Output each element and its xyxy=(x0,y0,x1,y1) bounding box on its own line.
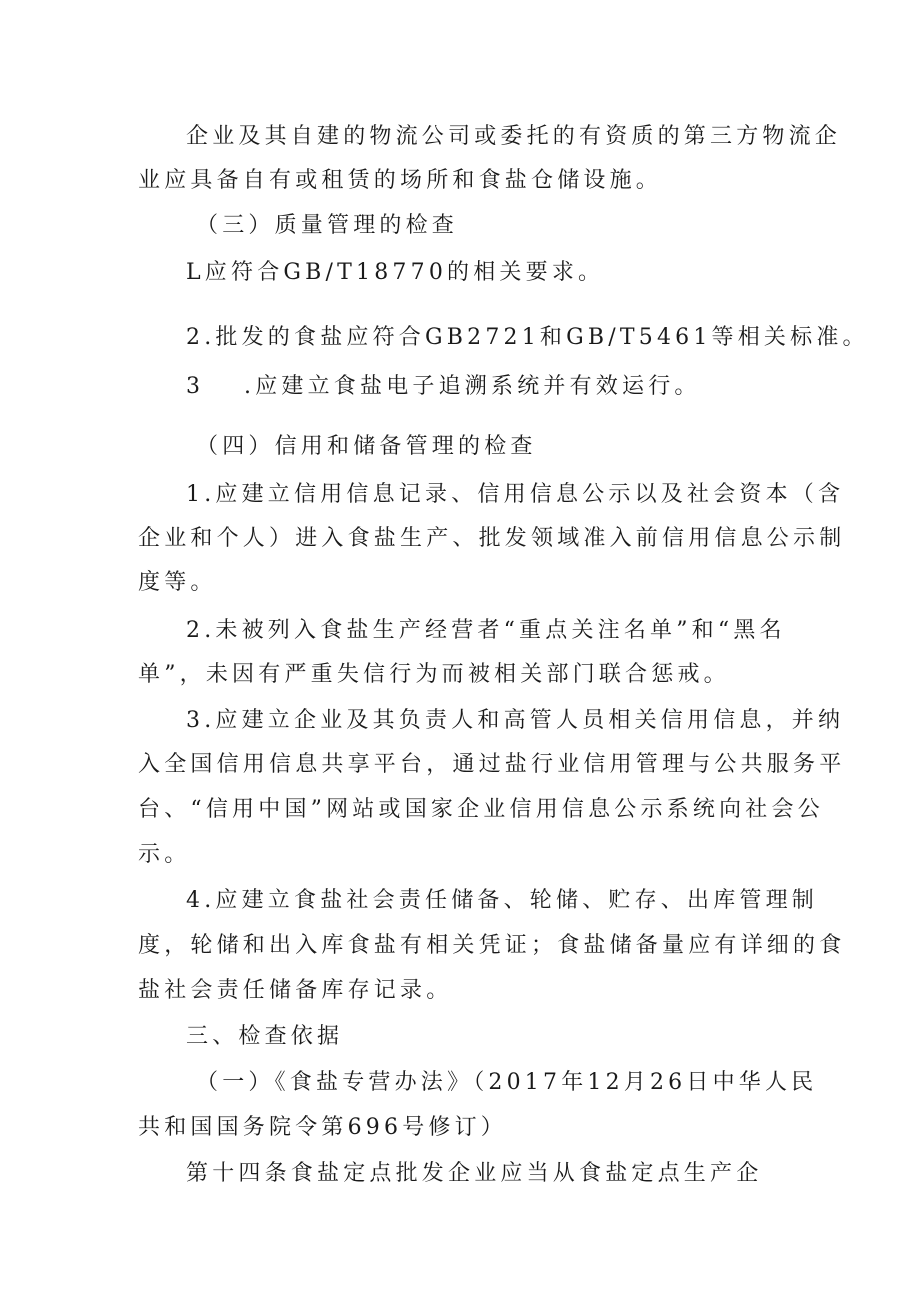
text-line-credit-2a: 2.未被列入食盐生产经营者“重点关注名单”和“黑名 xyxy=(186,618,786,643)
text-line-2: 业应具备自有或租赁的场所和食盐仓储设施。 xyxy=(138,168,663,193)
section-heading-4: （四）信用和储备管理的检查 xyxy=(196,434,537,459)
text-line-credit-1c: 度等。 xyxy=(138,570,217,595)
text-line-item-3-text: .应建立食盐电子追溯系统并有效运行。 xyxy=(244,374,701,399)
text-line-credit-1b: 企业和个人）进入食盐生产、批发领域准入前信用信息公示制 xyxy=(138,526,846,551)
text-line-credit-3d: 示。 xyxy=(138,842,191,867)
section-heading-basis: 三、检查依据 xyxy=(186,1024,344,1049)
text-line-credit-3b: 入全国信用信息共享平台，通过盐行业信用管理与公共服务平 xyxy=(138,752,846,777)
text-line-1: 企业及其自建的物流公司或委托的有资质的第三方物流企 xyxy=(186,124,842,149)
text-line-item-l: L应符合GB/T18770的相关要求。 xyxy=(186,260,605,285)
text-line-item-2: 2.批发的食盐应符合GB2721和GB/T5461等相关标准。 xyxy=(186,325,869,350)
text-line-reserve-4a: 4.应建立食盐社会责任储备、轮储、贮存、出库管理制 xyxy=(186,888,818,913)
text-line-credit-1a: 1.应建立信用信息记录、信用信息公示以及社会资本（含 xyxy=(186,482,845,507)
text-line-basis-1a: （一）《食盐专营办法》（2017年12月26日中华人民 xyxy=(196,1070,818,1095)
text-line-reserve-4c: 盐社会责任储备库存记录。 xyxy=(138,978,453,1003)
text-line-article-14: 第十四条食盐定点批发企业应当从食盐定点生产企 xyxy=(186,1161,763,1186)
text-line-credit-3c: 台、“信用中国”网站或国家企业信用信息公示系统向社会公 xyxy=(138,797,824,822)
text-line-credit-2b: 单”，未因有严重失信行为而被相关部门联合惩戒。 xyxy=(138,662,730,687)
section-heading-3: （三）质量管理的检查 xyxy=(196,213,459,238)
text-line-reserve-4b: 度，轮储和出入库食盐有相关凭证；食盐储备量应有详细的食 xyxy=(138,933,846,958)
text-line-item-3-number: 3 xyxy=(186,374,205,399)
text-line-basis-1b: 共和国国务院令第696号修订） xyxy=(138,1115,507,1140)
text-line-credit-3a: 3.应建立企业及其负责人和高管人员相关信用信息，并纳 xyxy=(186,708,845,733)
